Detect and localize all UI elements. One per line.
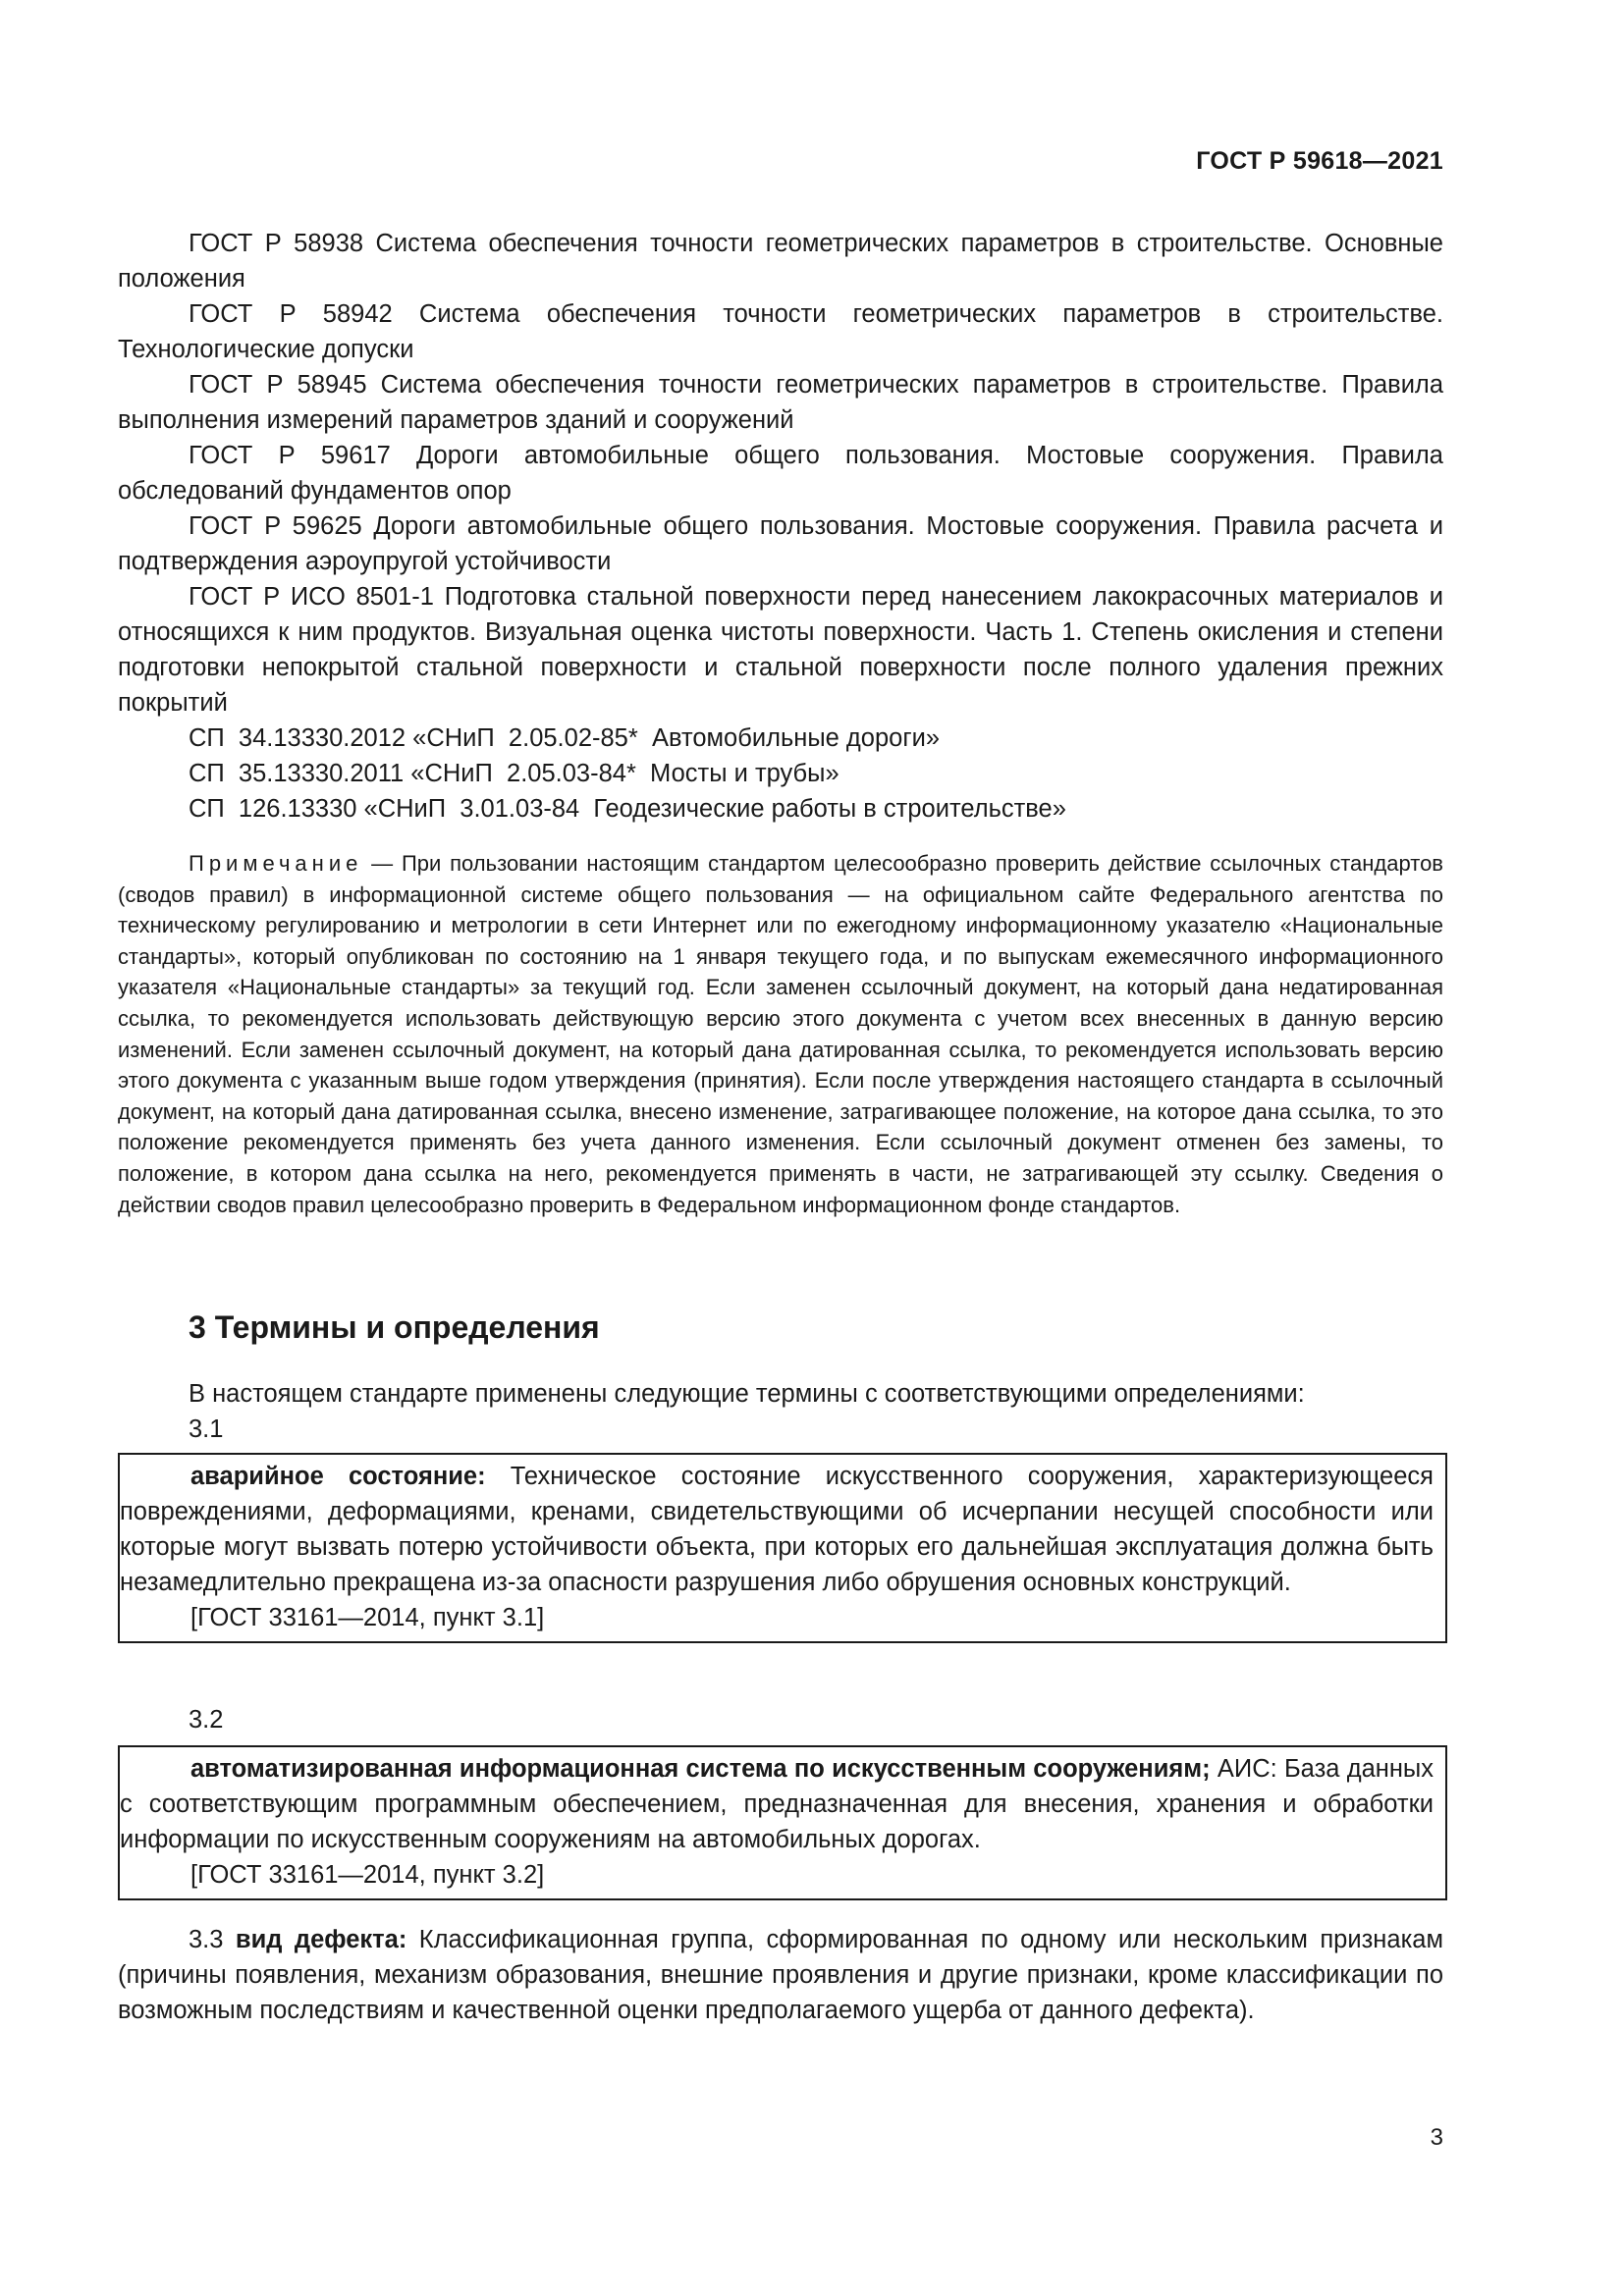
term-number: 3.1 bbox=[189, 1415, 224, 1443]
term-definition bbox=[120, 1751, 1434, 1857]
intro-text: В настоящем стандарте применены следующие термины с соответствующими определениями: bbox=[189, 1380, 1305, 1408]
sp-reference-item: СП 34.13330.2012 «СНиП 2.05.02-85* Автомобильные дороги» bbox=[189, 724, 941, 752]
sp-reference-item: СП 126.13330 «СНиП 3.01.03-84 Геодезические работы в строительстве» bbox=[189, 795, 1066, 823]
reference-item: ГОСТ Р 58938 Система обеспечения точности геометрических параметров в строительстве. Основные положения bbox=[118, 230, 1443, 293]
sp-reference-item: СП 35.13330.2011 «СНиП 2.05.03-84* Мосты и трубы» bbox=[189, 760, 839, 787]
section-intro bbox=[118, 1376, 1443, 1447]
reference-item: ГОСТ Р 59617 Дороги автомобильные общего пользования. Мостовые сооружения. Правила обследований фундаментов опор bbox=[118, 442, 1443, 505]
reference-item: ГОСТ Р 59625 Дороги автомобильные общего пользования. Мостовые сооружения. Правила расчета и подтверждения аэроупругой устойчивости bbox=[118, 512, 1443, 575]
term-number-wrapper bbox=[118, 1702, 223, 1737]
term-text: Классификационная группа, сформированная по одному или нескольким признакам (причины появления, механизм образования, внешние проявления и другие признаки, кроме классификации по возможным последствиям и качественной оценки предполагаемого ущерба от данного дефекта). bbox=[118, 1926, 1443, 2024]
term-name: автоматизированная информационная система по искусственным сооружениям; bbox=[190, 1755, 1211, 1783]
term-text: АИС: База данных с соответствующим программным обеспечением, предназначенная для внесения, хранения и обработки информации по искусственным сооружениям на автомобильных дорогах. bbox=[120, 1755, 1434, 1853]
term-paragraph bbox=[118, 1922, 1443, 2028]
section-title: 3 Термины и определения bbox=[189, 1309, 600, 1345]
term-number: 3.2 bbox=[189, 1706, 224, 1734]
term-box bbox=[118, 1453, 1447, 1643]
reference-item: ГОСТ Р 58945 Система обеспечения точности геометрических параметров в строительстве. Правила выполнения измерений параметров зданий и сооружений bbox=[118, 371, 1443, 434]
term-number: 3.3 bbox=[189, 1926, 224, 1953]
note-text: — При пользовании настоящим стандартом целесообразно проверить действие ссылочных стандартов (сводов правил) в информационной системе общего пользования — на официальном сайте Федерального агентства по техническому регулированию и метрологии в сети Интернет или по ежегодному информационному указателю «Национальные стандарты», который опубликован по состоянию на 1 января текущего года, и по выпускам ежемесячного информационного указателя «Национальные стандарты» за текущий год. Если заменен ссылочный документ, на который дана недатированная ссылка, то рекомендуется использовать действующую версию этого документа с учетом всех внесенных в данную версию изменений. Если заменен ссылочный документ, на который дана датированная ссылка, то рекомендуется использовать версию этого документа с указанным выше годом утверждения (принятия). Если после утверждения настоящего стандарта в ссылочный документ, на который дана датированная ссылка, внесено изменение, затрагивающее положение, на которое дана ссылка, то это положение рекомендуется применять без учета данного изменения. Если ссылочный документ отменен без замены, то положение, в котором дана ссылка на него, рекомендуется применять в части, не затрагивающей эту ссылку. Сведения о действии сводов правил целесообразно проверить в Федеральном информационном фонде стандартов. bbox=[118, 851, 1443, 1217]
term-source: [ГОСТ 33161—2014, пункт 3.1] bbox=[190, 1604, 545, 1631]
reference-item: ГОСТ Р ИСО 8501-1 Подготовка стальной поверхности перед нанесением лакокрасочных материалов и относящихся к ним продуктов. Визуальная оценка чистоты поверхности. Часть 1. Степень окисления и степени подготовки непокрытой стальной поверхности и стальной поверхности после полного удаления прежних покрытий bbox=[118, 583, 1443, 717]
reference-item: ГОСТ Р 58942 Система обеспечения точности геометрических параметров в строительстве. Технологические допуски bbox=[118, 300, 1443, 363]
term-text: Техническое состояние искусственного сооружения, характеризующееся повреждениями, деформациями, кренами, свидетельствующими об исчерпании несущей способности или которые могут вызвать потерю устойчивости объекта, при которых его дальнейшая эксплуатация должна быть незамедлительно прекращена из-за опасности разрушения либо обрушения основных конструкций. bbox=[120, 1463, 1434, 1596]
term-definition bbox=[120, 1459, 1434, 1600]
term-name: вид дефекта: bbox=[235, 1926, 407, 1953]
normative-references bbox=[118, 226, 1443, 827]
page-number: 3 bbox=[1430, 2124, 1443, 2151]
term-definition bbox=[118, 1922, 1443, 2028]
note-label: Примечание bbox=[189, 851, 363, 876]
note-paragraph bbox=[118, 848, 1443, 1220]
term-source: [ГОСТ 33161—2014, пункт 3.2] bbox=[190, 1861, 545, 1889]
term-box bbox=[118, 1745, 1447, 1900]
document-header: ГОСТ Р 59618—2021 bbox=[1196, 147, 1443, 175]
term-name: аварийное состояние: bbox=[190, 1463, 486, 1490]
